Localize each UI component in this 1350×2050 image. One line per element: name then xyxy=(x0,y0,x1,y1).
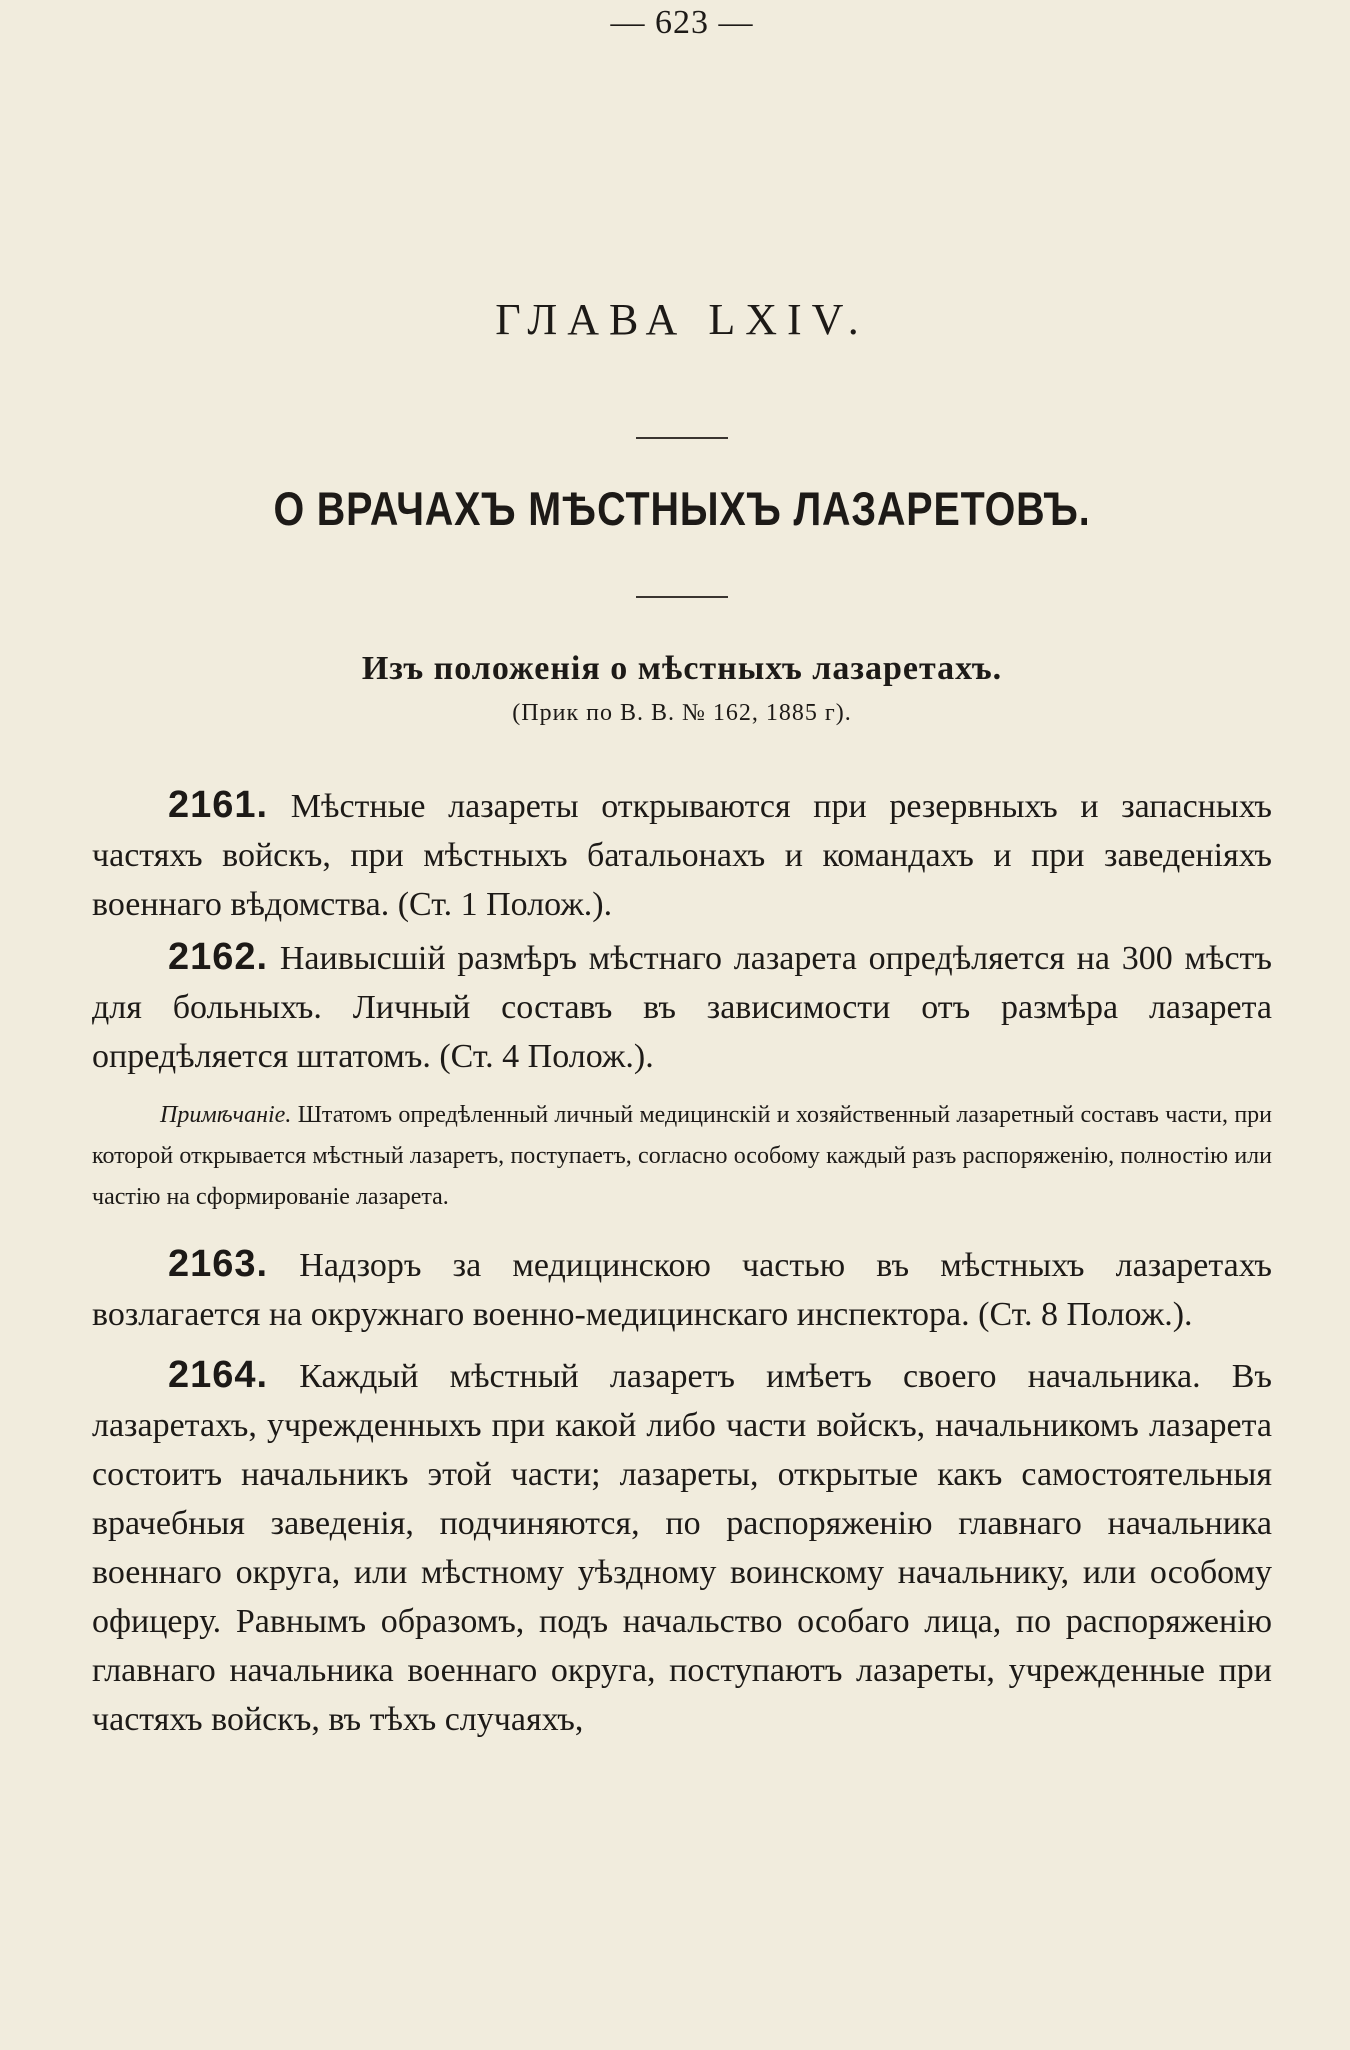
page-number: — 623 — xyxy=(610,4,754,41)
divider-rule xyxy=(636,596,728,598)
article-text: Мѣстные лазареты открываются при резервныхъ и запасныхъ частяхъ войскъ, при мѣстныхъ батальонахъ и командахъ и при заведеніяхъ военнаго вѣдомства. (Ст. 1 Полож.). xyxy=(92,788,1272,923)
article-number: 2161. xyxy=(168,784,269,826)
article-2164 xyxy=(92,1351,1272,1744)
chapter-subtitle: О ВРАЧАХЪ МѢСТНЫХЪ ЛАЗАРЕТОВЪ. xyxy=(273,482,1091,535)
section-title: Изъ положенія о мѣстныхъ лазаретахъ. xyxy=(361,650,1003,687)
article-number: 2162. xyxy=(168,936,269,978)
article-text: Каждый мѣстный лазаретъ имѣетъ своего начальника. Въ лазаретахъ, учрежденныхъ при какой либо части войскъ, начальникомъ лазарета состоитъ начальникъ этой части; лазареты, открытые какъ самостоятельныя врачебныя заведенія, подчиняются, по распоряженію главнаго начальника военнаго округа, или мѣстному уѣздному воинскому начальнику, или особому офицеру. Равнымъ образомъ, подъ начальство особаго лица, по распоряженію главнаго начальника военнаго округа, поступаютъ лазареты, учрежденные при частяхъ войскъ, въ тѣхъ случаяхъ, xyxy=(92,1358,1272,1738)
article-2163 xyxy=(92,1240,1272,1339)
source-reference: (Прик по В. В. № 162, 1885 г). xyxy=(512,700,852,726)
divider-rule xyxy=(636,437,728,439)
article-number: 2163. xyxy=(168,1243,269,1285)
note-label: Примѣчаніе. xyxy=(160,1102,292,1128)
article-2162 xyxy=(92,933,1272,1081)
article-number: 2164. xyxy=(168,1354,269,1396)
article-text: Наивысшій размѣръ мѣстнаго лазарета опредѣляется на 300 мѣстъ для больныхъ. Личный составъ въ зависимости отъ размѣра лазарета опредѣляется штатомъ. (Ст. 4 Полож.). xyxy=(92,940,1272,1075)
article-text: Надзоръ за медицинскою частью въ мѣстныхъ лазаретахъ возлагается на окружнаго военно-медицинскаго инспектора. (Ст. 8 Полож.). xyxy=(92,1247,1272,1333)
note xyxy=(92,1095,1272,1218)
article-2161 xyxy=(92,781,1272,929)
note-text: Штатомъ опредѣленный личный медицинскій и хозяйственный лазаретный составъ части, при которой открывается мѣстный лазаретъ, поступаетъ, согласно особому каждый разъ распоряженію, полностію или частію на сформированіе лазарета. xyxy=(92,1102,1273,1210)
chapter-title: ГЛАВА LXIV. xyxy=(495,295,869,344)
